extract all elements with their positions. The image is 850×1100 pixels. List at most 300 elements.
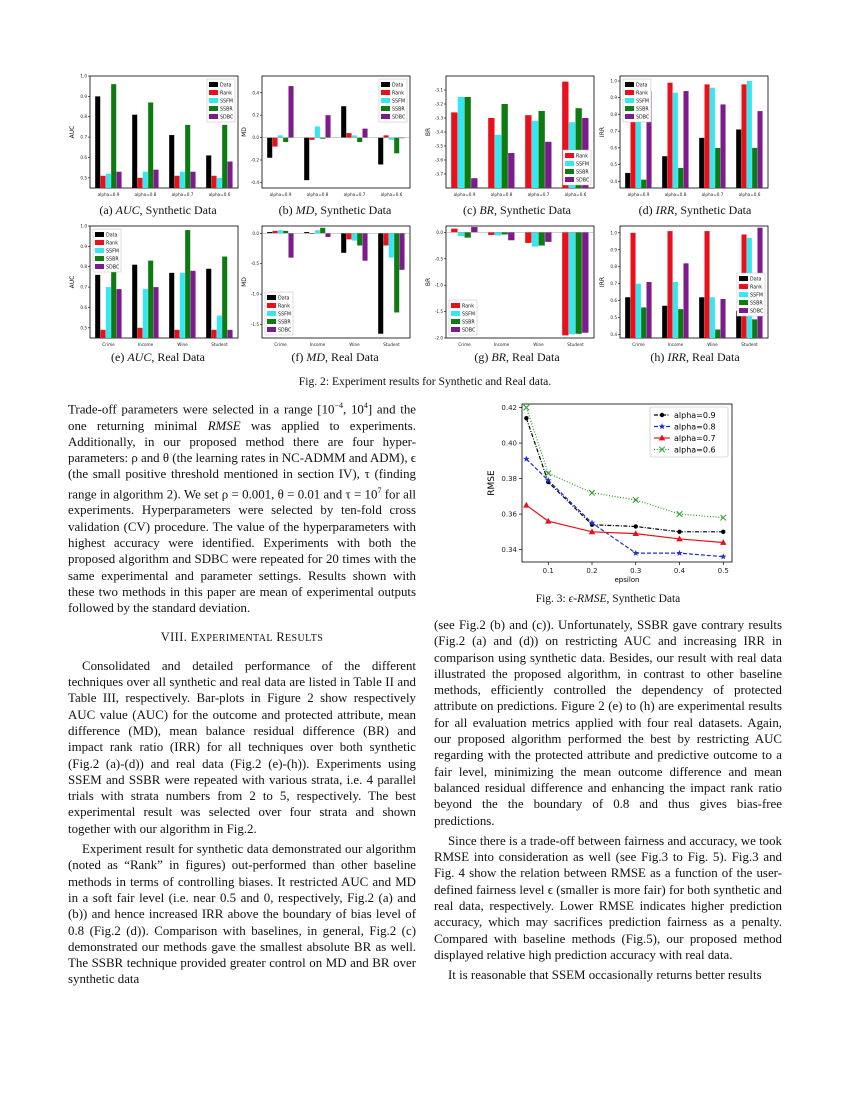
x-tick-label: Income: [667, 342, 684, 347]
y-tick-label: -3.5: [434, 143, 443, 149]
bar-sdbc: [545, 142, 551, 188]
bar-ssbr: [641, 307, 646, 338]
figure-2-caption: Fig. 2: Experiment results for Synthetic and Real data.: [298, 375, 552, 388]
data-point: [721, 530, 725, 534]
x-tick-label: Crime: [102, 342, 115, 347]
bar-sdbc: [190, 172, 195, 188]
data-point: [524, 416, 528, 420]
y-tick-label: 0.0: [436, 229, 443, 235]
legend-label: SDBC: [636, 115, 650, 121]
legend-label: SSBR: [462, 320, 475, 326]
x-tick-label: Wine: [707, 342, 718, 347]
bar-rank: [101, 330, 106, 338]
y-tick-label: -3.3: [434, 115, 443, 121]
y-tick-label: -0.5: [250, 261, 259, 267]
legend-swatch: [451, 327, 460, 332]
x-tick-label: 0.2: [586, 567, 598, 575]
legend-swatch: [95, 232, 104, 237]
bar-ssbr: [283, 231, 288, 233]
legend-label: SSBR: [750, 301, 763, 307]
y-tick-label: -1.0: [250, 291, 259, 297]
bar-ssfm: [315, 126, 320, 137]
bar-ssbr: [465, 232, 471, 237]
x-tick-label: 0.5: [717, 567, 729, 575]
y-tick-label: 0.0: [252, 230, 259, 236]
bar-ssfm: [747, 81, 752, 188]
bar-sdbc: [116, 172, 121, 188]
data-point: [633, 550, 639, 556]
bar-ssbr: [465, 97, 471, 188]
bar-rank: [525, 232, 531, 243]
bar-rank: [488, 232, 494, 235]
legend-label: Data: [750, 277, 762, 283]
bar-ssbr: [678, 168, 683, 188]
bar-data: [95, 96, 100, 188]
x-tick-label: alpha=0.9: [269, 192, 292, 197]
legend-swatch: [95, 248, 104, 253]
y-tick-label: 0.5: [80, 175, 87, 181]
bar-sdbc: [683, 91, 688, 188]
bar-rank: [631, 233, 636, 338]
legend-swatch: [739, 292, 748, 297]
chart-h: [598, 220, 778, 350]
legend-swatch: [565, 177, 574, 182]
legend-swatch: [451, 303, 460, 308]
y-axis-label: AUC: [69, 275, 76, 289]
bar-data: [625, 297, 630, 338]
x-tick-label: Wine: [533, 342, 544, 347]
x-tick-label: alpha=0.8: [134, 192, 157, 197]
bar-sdbc: [399, 233, 404, 270]
legend-swatch: [625, 90, 634, 95]
y-tick-label: 0.40: [501, 439, 517, 448]
bar-data: [267, 138, 272, 158]
y-tick-label: 0.7: [610, 281, 617, 287]
y-tick-label: 0.6: [80, 304, 87, 310]
legend-label: SSFM: [220, 99, 233, 105]
bar-sdbc: [646, 282, 651, 338]
legend-swatch: [209, 106, 218, 111]
bar-data: [662, 156, 667, 188]
legend-label: SSBR: [576, 170, 589, 176]
series-line: [526, 505, 723, 542]
bar-sdbc: [362, 233, 367, 260]
y-tick-label: 0.2: [252, 112, 259, 118]
bar-sdbc: [153, 287, 158, 338]
bar-ssbr: [394, 138, 399, 154]
subcaption-c: (c) BR, Synthetic Data: [463, 203, 571, 217]
legend-swatch: [267, 327, 276, 332]
legend-swatch: [209, 82, 218, 87]
data-point: [633, 497, 639, 503]
bar-rank: [347, 233, 352, 239]
x-tick-label: Wine: [177, 342, 188, 347]
x-tick-label: alpha=0.7: [527, 192, 550, 197]
bar-ssfm: [315, 230, 320, 233]
x-tick-label: 0.3: [630, 567, 642, 575]
bar-ssfm: [278, 135, 283, 137]
y-tick-label: 1.0: [80, 223, 87, 229]
bar-sdbc: [362, 129, 367, 138]
legend-label: Rank: [278, 304, 290, 310]
bar-sdbc: [116, 289, 121, 338]
bar-rank: [742, 84, 747, 188]
bar-ssfm: [217, 178, 222, 188]
legend-label: Rank: [462, 304, 474, 310]
legend-swatch: [95, 256, 104, 261]
bar-ssfm: [673, 93, 678, 188]
x-tick-label: Income: [309, 342, 326, 347]
bar-ssfm: [106, 287, 111, 338]
bar-data: [132, 265, 137, 338]
y-tick-label: 0.8: [80, 114, 87, 120]
bar-data: [662, 306, 667, 338]
paragraph-consolidated: Consolidated and detailed performance of the different techniques over all synthetic and real data are listed in Table II and Table III, respectively. Bar-plots in Figure 2 show respectively AUC value (AUC) for the outcome and protected attribute, mean difference (MD), mean balance residual difference (BR) and impact rank ratio (IRR) for all techniques over both synthetic (Fig.2 (a)-(d)) and real data (Fig.2 (e)-(h)). Experiments using SSEM and SSBR were repeated with various strata, i.e. 4 parallel trials with strata numbers from 2 to 5, respectively. The best experimental result was selected over four strata and shown together with our algorithm in Fig.2.: [68, 658, 416, 836]
subcaption-f: (f) MD, Real Data: [291, 350, 379, 364]
chart-g: [424, 220, 604, 350]
bar-data: [625, 173, 630, 188]
y-tick-label: 0.7: [80, 284, 87, 290]
y-tick-label: 0.9: [610, 95, 617, 101]
bar-data: [699, 297, 704, 338]
bar-sdbc: [582, 232, 588, 332]
bar-data: [95, 275, 100, 338]
y-tick-label: 0.36: [501, 510, 517, 519]
bar-rank: [347, 133, 352, 137]
bar-ssfm: [143, 172, 148, 188]
legend-label: alpha=0.9: [674, 410, 716, 420]
legend-label: SDBC: [392, 115, 406, 121]
data-point: [545, 470, 551, 476]
bar-rank: [212, 176, 217, 188]
section-heading: VIII. EXPERIMENTAL RESULTS: [160, 630, 324, 645]
legend-swatch: [739, 284, 748, 289]
bar-ssfm: [569, 232, 575, 334]
y-tick-label: -3.7: [434, 171, 443, 177]
x-tick-label: alpha=0.6: [208, 192, 231, 197]
legend-label: Rank: [106, 241, 118, 247]
legend-swatch: [209, 90, 218, 95]
y-tick-label: 0.4: [610, 332, 617, 338]
legend-label: SSBR: [106, 257, 119, 263]
y-tick-label: 0.7: [80, 134, 87, 140]
legend-label: alpha=0.8: [674, 422, 716, 432]
bar-ssbr: [576, 232, 582, 333]
bar-ssbr: [752, 319, 757, 338]
bar-ssbr: [148, 102, 153, 188]
bar-ssbr: [357, 138, 362, 142]
x-tick-label: alpha=0.7: [701, 192, 724, 197]
y-tick-label: 0.9: [80, 243, 87, 249]
legend-label: SSFM: [636, 99, 649, 105]
bar-sdbc: [190, 271, 195, 338]
legend-swatch: [209, 114, 218, 119]
data-point: [589, 490, 595, 496]
y-axis-label: RMSE: [487, 470, 497, 496]
legend-label: Data: [106, 233, 118, 239]
bar-rank: [451, 229, 457, 233]
subcaption-b: (b) MD, Synthetic Data: [278, 203, 392, 217]
bar-ssbr: [111, 267, 116, 338]
bar-rank: [705, 231, 710, 338]
y-tick-label: 0.5: [610, 162, 617, 168]
y-tick-label: -1.0: [434, 282, 443, 288]
bar-sdbc: [545, 232, 551, 242]
bar-ssfm: [710, 297, 715, 338]
bar-ssfm: [352, 135, 357, 137]
legend-swatch: [381, 90, 390, 95]
y-tick-label: 0.7: [610, 128, 617, 134]
bar-data: [132, 115, 137, 188]
y-axis-label: BR: [425, 277, 432, 287]
paragraph-synthetic-result: Experiment result for synthetic data demonstrated our algorithm (noted as “Rank” in figures) out-performed than other baseline methods in terms of controlling biases. It restricted AUC and MD in a soft fair level (i.e. near 0.5 and 0, respectively, Fig.2 (a) and (b)) and hence increased IRR above the boundary of bias level of 0.8 (Fig.2 (d)). Comparison with baselines, in general, Fig.2 (c) demonstrated our methods gave the smallest absolute BR as well. The SSBR technique provided greater control on MD and BR over synthetic data: [68, 842, 416, 987]
y-axis-label: MD: [241, 277, 248, 287]
x-tick-label: alpha=0.7: [343, 192, 366, 197]
bar-rank: [310, 138, 315, 140]
bar-sdbc: [471, 178, 477, 188]
legend-swatch: [267, 311, 276, 316]
chart-a: [68, 70, 248, 200]
y-axis-label: MD: [241, 127, 248, 137]
legend-label: Data: [636, 83, 648, 89]
x-tick-label: Income: [137, 342, 154, 347]
y-tick-label: -3.1: [434, 87, 443, 93]
legend-swatch: [565, 169, 574, 174]
bar-sdbc: [288, 86, 293, 138]
y-tick-label: 1.0: [80, 73, 87, 79]
y-tick-label: -3.2: [434, 101, 443, 107]
subcaption-a: (a) AUC, Synthetic Data: [99, 203, 217, 217]
legend-label: alpha=0.6: [674, 445, 716, 455]
legend-swatch: [739, 300, 748, 305]
y-axis-label: AUC: [69, 125, 76, 139]
legend-label: SDBC: [220, 115, 234, 121]
y-tick-label: 0.38: [501, 475, 517, 484]
bar-data: [206, 269, 211, 338]
legend-label: SSFM: [392, 99, 405, 105]
bar-data: [736, 129, 741, 188]
legend-label: Data: [278, 296, 290, 302]
y-tick-label: 0.9: [610, 247, 617, 253]
chart-d: [598, 70, 778, 200]
bar-ssbr: [320, 228, 325, 233]
subcaption-h: (h) IRR, Real Data: [650, 350, 740, 364]
x-tick-label: 0.1: [542, 567, 554, 575]
legend-label: SDBC: [106, 265, 120, 271]
legend-label: SDBC: [576, 178, 590, 184]
bar-sdbc: [325, 115, 330, 137]
bar-data: [378, 138, 383, 165]
bar-ssfm: [636, 284, 641, 338]
bar-sdbc: [153, 170, 158, 188]
legend-swatch: [625, 114, 634, 119]
legend-swatch: [381, 106, 390, 111]
chart-c: [424, 70, 604, 200]
y-axis-label: IRR: [599, 126, 606, 138]
bar-data: [341, 233, 346, 252]
x-tick-label: alpha=0.6: [380, 192, 403, 197]
y-tick-label: 0.8: [80, 264, 87, 270]
bar-ssfm: [352, 233, 357, 240]
y-tick-label: 0.4: [252, 90, 259, 96]
legend-swatch: [451, 311, 460, 316]
y-tick-label: -1.5: [434, 309, 443, 315]
bar-ssbr: [678, 309, 683, 338]
bar-ssbr: [283, 138, 288, 142]
legend-swatch: [565, 161, 574, 166]
paragraph-tradeoff: Trade-off parameters were selected in a range [$10^{-4}$, $10^4$] and the one returning minimal RMSE was applied to experiments. Additionally, in our proposed method there are four hyper-parameters: ρ and θ (the learning rates in NC-ADMM and ADM), ϵ (the small positive threshold mentioned in section IV), τ (finding range in algorithm 2). We set ρ = 0.001, θ = 0.01 and $\tau = 10^7$ for all experiments. Hyperparameters were selected by ten-fold cross validation (CV) procedure. The value of the hyperparameters with highest accuracy were identified. Experiments with both the proposed algorithm and SDBC were repeated for 20 times with the same experimental and parameter settings. Results shown with these two methods in this paper are mean of experimental outputs followed by the standard deviation.: [68, 401, 416, 616]
legend-label: SDBC: [750, 309, 764, 315]
bar-rank: [705, 84, 710, 188]
legend-label: SSBR: [636, 107, 649, 113]
bar-ssfm: [180, 172, 185, 188]
x-tick-label: Crime: [458, 342, 471, 347]
data-point: [524, 405, 530, 411]
bar-sdbc: [508, 153, 514, 188]
bar-rank: [384, 233, 389, 245]
legend-swatch: [625, 98, 634, 103]
y-tick-label: -0.2: [250, 157, 259, 163]
y-tick-label: 0.8: [610, 264, 617, 270]
bar-rank: [451, 112, 457, 188]
x-tick-label: alpha=0.9: [453, 192, 476, 197]
legend-swatch: [451, 319, 460, 324]
x-tick-label: Student: [741, 342, 758, 347]
bar-ssbr: [185, 125, 190, 188]
chart-b: [240, 70, 420, 200]
bar-sdbc: [325, 233, 330, 237]
bar-rank: [175, 330, 180, 338]
legend-label: SSBR: [220, 107, 233, 113]
legend-swatch: [267, 295, 276, 300]
bar-sdbc: [288, 233, 293, 257]
x-tick-label: Income: [493, 342, 510, 347]
legend-swatch: [625, 82, 634, 87]
x-tick-label: alpha=0.9: [627, 192, 650, 197]
legend-label: SSFM: [750, 293, 763, 299]
x-tick-label: Crime: [274, 342, 287, 347]
bar-data: [341, 106, 346, 137]
legend-label: SSBR: [392, 107, 405, 113]
legend-label: SDBC: [462, 328, 476, 334]
data-point: [676, 550, 682, 556]
bar-ssbr: [752, 148, 757, 188]
bar-rank: [273, 138, 278, 147]
legend-swatch: [739, 308, 748, 313]
bar-rank: [273, 231, 278, 233]
bar-ssfm: [278, 230, 283, 233]
legend-swatch: [209, 98, 218, 103]
x-tick-label: alpha=0.6: [738, 192, 761, 197]
chart-e: [68, 220, 248, 350]
subcaption-d: (d) IRR, Synthetic Data: [638, 203, 752, 217]
legend-label: Rank: [576, 154, 588, 160]
y-tick-label: -0.4: [250, 179, 259, 185]
bar-ssbr: [715, 148, 720, 188]
y-tick-label: -0.5: [434, 256, 443, 262]
x-tick-label: alpha=0.6: [564, 192, 587, 197]
bar-ssbr: [539, 111, 545, 188]
legend-label: SSFM: [462, 312, 475, 318]
bar-sdbc: [471, 227, 477, 232]
x-tick-label: Student: [383, 342, 400, 347]
data-point: [523, 502, 529, 508]
bar-data: [304, 138, 309, 181]
data-point: [545, 518, 551, 524]
bar-ssfm: [532, 121, 538, 188]
x-tick-label: 0.4: [673, 567, 686, 575]
bar-ssbr: [357, 233, 362, 245]
left-column: [68, 398, 416, 988]
bar-rank: [138, 178, 143, 188]
x-tick-label: alpha=0.9: [97, 192, 120, 197]
series-line: [526, 459, 723, 557]
y-tick-label: -3.6: [434, 157, 443, 163]
legend-label: Data: [220, 83, 232, 89]
y-tick-label: 0.5: [610, 315, 617, 321]
right-column: [434, 617, 782, 984]
bar-ssbr: [185, 230, 190, 338]
bar-data: [169, 135, 174, 188]
bar-ssbr: [715, 330, 720, 338]
y-tick-label: 1.0: [610, 78, 617, 84]
bar-rank: [175, 176, 180, 188]
legend-label: SSFM: [278, 312, 291, 318]
bar-rank: [668, 83, 673, 188]
bar-ssbr: [222, 125, 227, 188]
data-point: [660, 413, 664, 417]
bar-ssfm: [180, 273, 185, 338]
y-tick-label: 0.5: [80, 325, 87, 331]
bar-sdbc: [227, 162, 232, 188]
legend-label: Rank: [392, 91, 404, 97]
legend-swatch: [381, 98, 390, 103]
bar-sdbc: [683, 263, 688, 338]
bar-rank: [525, 115, 531, 188]
bar-sdbc: [720, 104, 725, 188]
legend-label: Rank: [750, 285, 762, 291]
bar-data: [169, 273, 174, 338]
y-tick-label: -1.5: [250, 322, 259, 328]
bar-ssfm: [673, 282, 678, 338]
bar-ssfm: [106, 174, 111, 188]
bar-rank: [138, 328, 143, 338]
bar-ssbr: [539, 232, 545, 245]
bar-sdbc: [227, 330, 232, 338]
bar-rank: [101, 176, 106, 188]
bar-ssfm: [495, 232, 501, 235]
paragraph-tradeoff-rmse: Since there is a trade-off between fairness and accuracy, we took RMSE into consideration as well (see Fig.3 to Fig. 5). Fig.3 and Fig. 4 show the relation between RMSE as a function of the user-defined fairness level ϵ (smaller is more fair) for both synthetic and real data, respectively. Lower RMSE indicates higher prediction accuracy, which may sacrifices prediction fairness as a penalty. Compared with baseline methods (Fig.5), our proposed method displayed relative high prediction accuracy with real data.: [434, 833, 782, 962]
paragraph-reasonable: It is reasonable that SSEM occasionally returns better results: [448, 968, 762, 983]
chart-fig3: [478, 398, 748, 590]
bar-data: [206, 155, 211, 188]
y-tick-label: 0.0: [252, 135, 259, 141]
legend-swatch: [739, 276, 748, 281]
bar-ssbr: [222, 257, 227, 338]
y-tick-label: -2.0: [434, 335, 443, 341]
legend-label: alpha=0.7: [674, 433, 716, 443]
legend-label: SSFM: [576, 162, 589, 168]
x-tick-label: Student: [567, 342, 584, 347]
legend-swatch: [565, 153, 574, 158]
x-tick-label: alpha=0.8: [664, 192, 687, 197]
y-tick-label: -3.4: [434, 129, 443, 135]
data-point: [634, 524, 638, 528]
bar-ssfm: [389, 138, 394, 140]
legend-label: SDBC: [278, 328, 292, 334]
bar-ssfm: [532, 232, 538, 246]
x-tick-label: Student: [211, 342, 228, 347]
